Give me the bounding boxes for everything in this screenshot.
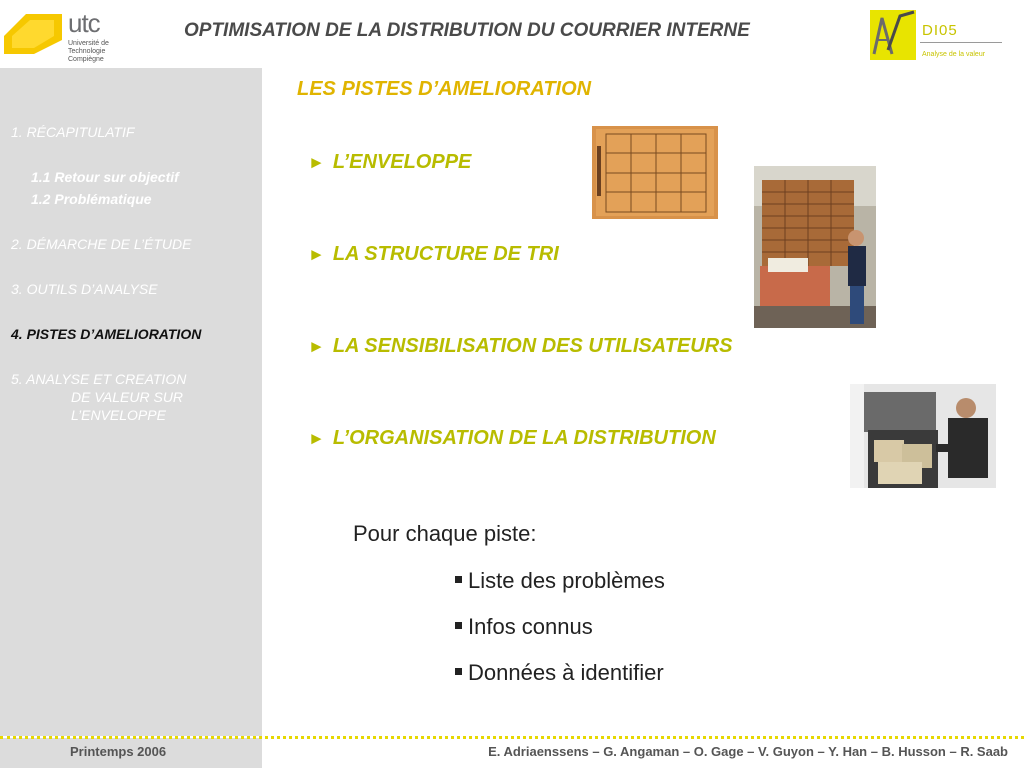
sidebar-item-problematique[interactable]: 1.2 Problématique <box>31 191 152 207</box>
arrow-icon: ► <box>308 153 325 172</box>
arrow-icon: ► <box>308 337 325 356</box>
di05-logo-mark <box>868 6 920 64</box>
utc-logo <box>4 8 144 63</box>
section-title: LES PISTES D’AMELIORATION <box>297 78 592 100</box>
footer-dotted-divider <box>0 736 1024 739</box>
sidebar-item-outils[interactable]: 3. OUTILS D’ANALYSE <box>11 281 158 297</box>
intro-text: Pour chaque piste: <box>353 521 537 546</box>
square-bullet-icon <box>455 668 462 675</box>
slide-header <box>0 0 1024 68</box>
presentation-title: OPTIMISATION DE LA DISTRIBUTION DU COURRIER INTERNE <box>184 20 750 41</box>
bullet-item: Liste des problèmes <box>455 568 665 594</box>
utc-logo-mark <box>4 14 62 54</box>
utc-logo-subtitle: Université de Technologie Compiègne <box>68 40 109 63</box>
arrow-icon: ► <box>308 245 325 264</box>
sidebar-item-demarche[interactable]: 2. DÉMARCHE DE L’ÉTUDE <box>11 236 192 252</box>
envelope-photo-image <box>592 126 718 219</box>
distribution-van-photo-image <box>850 384 996 488</box>
di05-code: DI05 <box>922 22 958 39</box>
square-bullet-icon <box>455 622 462 629</box>
square-bullet-icon <box>455 576 462 583</box>
sidebar-item-retour-objectif[interactable]: 1.1 Retour sur objectif <box>31 169 179 185</box>
distribution-van-photo <box>850 384 996 488</box>
envelope-photo <box>592 126 718 219</box>
bullet-item: Données à identifier <box>455 660 664 686</box>
arrow-icon: ► <box>308 429 325 448</box>
sidebar-item-recapitulatif[interactable]: 1. RÉCAPITULATIF <box>11 124 135 140</box>
bullet-item: Infos connus <box>455 614 593 640</box>
sidebar-item-analyse-creation[interactable]: 5. ANALYSE ET CREATION DE VALEUR SUR L’ENVELOPPE <box>11 371 187 423</box>
track-sensibilisation: ► LA SENSIBILISATION DES UTILISATEURS <box>308 335 733 357</box>
di05-divider <box>920 42 1002 43</box>
di05-tagline: Analyse de la valeur <box>922 51 986 58</box>
sorting-structure-photo-image <box>754 166 876 328</box>
track-structure-tri: ► LA STRUCTURE DE TRI <box>308 243 559 265</box>
footer-authors: E. Adriaenssens – G. Angaman – O. Gage – V. Guyon – Y. Han – B. Husson – R. Saab <box>488 744 1008 759</box>
sidebar-item-pistes-active[interactable]: 4. PISTES D’AMELIORATION <box>11 326 202 342</box>
sorting-structure-photo <box>754 166 876 328</box>
sidebar-outline <box>0 68 262 736</box>
track-enveloppe: ► L’ENVELOPPE <box>308 151 472 173</box>
footer-date: Printemps 2006 <box>70 744 167 759</box>
di05-logo <box>868 6 1008 64</box>
track-organisation: ► L’ORGANISATION DE LA DISTRIBUTION <box>308 427 716 449</box>
utc-logo-word: utc <box>68 8 100 38</box>
